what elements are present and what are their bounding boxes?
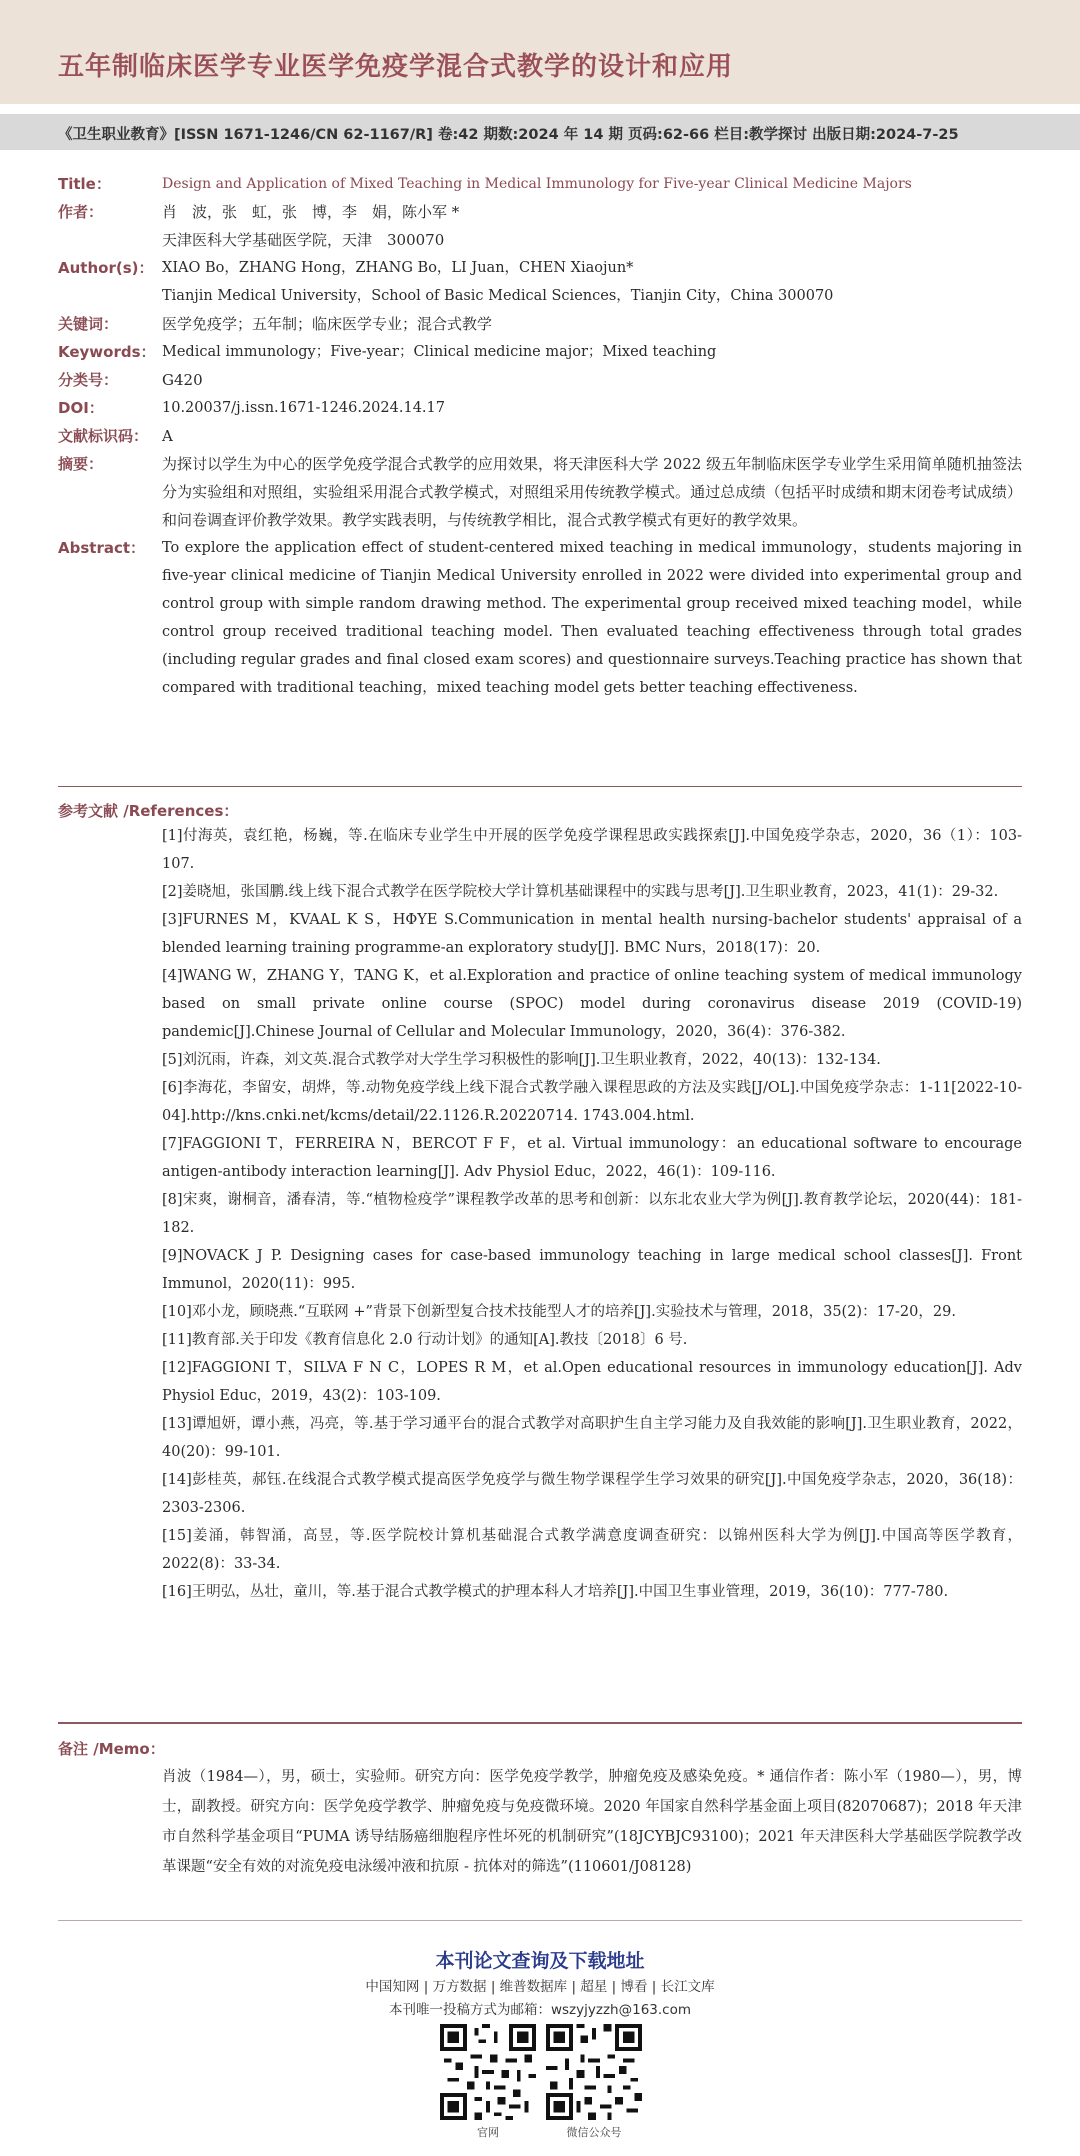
english-title: Design and Application of Mixed Teaching in Medical Immunology for Five-year Clinical Medicine Majors [162,176,912,192]
doc-code-row [58,422,1022,450]
qr-website[interactable] [438,2024,538,2140]
affiliation-en: Tianjin Medical University，School of Basic Medical Sciences，Tianjin City，China 300070 [162,288,834,304]
reference-item: [15]姜涌，韩智涌，高昱，等.医学院校计算机基础混合式教学满意度调查研究：以锦州医科大学为例[J].中国高等医学教育，2022(8)：33-34. [162,1528,1022,1572]
page-title: 五年制临床医学专业医学免疫学混合式教学的设计和应用 [58,52,734,82]
reference-item: [10]邓小龙，顾晓燕.“互联网 +”背景下创新型复合技术技能型人才的培养[J].实验技术与管理，2018，35(2)：17-20，29. [162,1304,956,1320]
reference-item: [11]教育部.关于印发《教育信息化 2.0 行动计划》的通知[A].教技〔2018〕6 号. [162,1332,688,1348]
article-meta [58,170,1022,702]
reference-item: [1]付海英，袁红艳，杨巍，等.在临床专业学生中开展的医学免疫学课程思政实践探索[J].中国免疫学杂志，2020，36（1）：103-107. [162,828,1022,872]
abstract-cn-label: 摘要： [58,455,104,473]
reference-item: [6]李海花，李留安，胡烨，等.动物免疫学线上线下混合式教学融入课程思政的方法及实践[J/OL].中国免疫学杂志：1-11[2022-10-04].http://kns.cnki.net/kcms/detail/22.1126.R.20220714. 1743.004.html. [162,1080,1022,1124]
abstract-cn-row [58,450,1022,534]
qr-wechat-label: 微信公众号 [566,2126,622,2139]
title-row [58,170,1022,198]
qr-wechat[interactable] [544,2024,644,2140]
qr-code-icon [440,2024,536,2120]
keywords-cn: 医学免疫学；五年制；临床医学专业；混合式教学 [162,315,493,333]
qr-code-icon [546,2024,642,2120]
authors-en-row [58,254,1022,282]
reference-item: [16]王明弘，丛壮，童川，等.基于混合式教学模式的护理本科人才培养[J].中国卫生事业管理，2019，36(10)：777-780. [162,1584,949,1600]
class-row [58,366,1022,394]
reference-item: [4]WANG W，ZHANG Y，TANG K，et al.Exploration and practice of online teaching system of medical immunology based on small private online course (SPOC) model during coronavirus disease 2019 (COVID-19) pandemic[J].Chinese Journal of Cellular and Molecular Immunology，2020，36(4)：376-382. [162,968,1022,1040]
divider-references [58,786,1022,787]
keywords-cn-row [58,310,1022,338]
affiliation-en-row [58,282,1022,310]
doi-label: DOI： [58,399,104,417]
reference-item: [14]彭桂英，郝钰.在线混合式教学模式提高医学免疫学与微生物学课程学生学习效果的研究[J].中国免疫学杂志，2020，36(18)：2303-2306. [162,1472,1022,1516]
doc-code-value: A [162,427,173,445]
divider-footer [58,1920,1022,1921]
memo-heading: 备注 /Memo： [58,1740,165,1758]
divider-memo [58,1722,1022,1724]
submission-email: 本刊唯一投稿方式为邮箱：wszyjyzzh@163.com [388,2002,691,2018]
authors-en-label: Author(s)： [58,259,154,277]
affiliation-cn: 天津医科大学基础医学院，天津 300070 [162,231,445,249]
keywords-en-label: Keywords： [58,343,156,361]
reference-item: [13]谭旭妍，谭小燕，冯亮，等.基于学习通平台的混合式教学对高职护生自主学习能力及自我效能的影响[J].卫生职业教育，2022，40(20)：99-101. [162,1416,1022,1460]
class-label: 分类号： [58,371,119,389]
abstract-en-label: Abstract： [58,539,146,557]
reference-item: [12]FAGGIONI T，SILVA F N C，LOPES R M，et al.Open educational resources in immunology education[J]. Adv Physiol Educ，2019，43(2)：103-109. [162,1360,1022,1404]
doi-value: 10.20037/j.issn.1671-1246.2024.14.17 [162,400,445,416]
reference-item: [7]FAGGIONI T，FERREIRA N，BERCOT F F，et al. Virtual immunology：an educational software to encourage antigen-antibody interaction learning[J]. Adv Physiol Educ，2022，46(1)：109-116. [162,1136,1022,1180]
title-label: Title： [58,175,111,193]
doi-row [58,394,1022,422]
affiliation-cn-row [58,226,1022,254]
authors-en: XIAO Bo，ZHANG Hong，ZHANG Bo，LI Juan，CHEN Xiaojun* [162,260,634,276]
references-list [162,822,1022,1606]
reference-item: [2]姜晓旭，张国鹏.线上线下混合式教学在医学院校大学计算机基础课程中的实践与思考[J].卫生职业教育，2023，41(1)：29-32. [162,884,999,900]
keywords-en-row [58,338,1022,366]
reference-item: [3]FURNES M，KVAAL K S，HΦYE S.Communication in mental health nursing-bachelor students' appraisal of a blended learning training programme-an exploratory study[J]. BMC Nurs，2018(17)：20. [162,912,1022,956]
journal-info: 《卫生职业教育》[ISSN 1671-1246/CN 62-1167/R] 卷:42 期数:2024 年 14 期 页码:62-66 栏目:教学探讨 出版日期:2024-7-25 [58,127,959,143]
references-heading: 参考文献 /References： [58,802,239,820]
memo-text: 肖波（1984—），男，硕士，实验师。研究方向：医学免疫学教学，肿瘤免疫及感染免疫。* 通信作者：陈小军（1980—），男，博士，副教授。研究方向：医学免疫学教学、肿瘤免疫与免疫微环境。2020 年国家自然科学基金面上项目(82070687)；2018 年天津市自然科学基金项目“PUMA 诱导结肠癌细胞程序性坏死的机制研究”(18JCYBJC93100)；2021 年天津医科大学基础医学院教学改革课题“安全有效的对流免疫电泳缓冲液和抗原 - 抗体对的筛选”(110601/J08128) [162,1769,1022,1875]
authors-cn-row [58,198,1022,226]
footer-title: 本刊论文查询及下载地址 [435,1950,645,1972]
reference-item: [5]刘沉雨，许森，刘文英.混合式教学对大学生学习积极性的影响[J].卫生职业教育，2022，40(13)：132-134. [162,1052,881,1068]
authors-cn: 肖 波，张 虹，张 博，李 娟，陈小军 * [162,203,460,221]
abstract-en: To explore the application effect of student-centered mixed teaching in medical immunology，students majoring in five-year clinical medicine of Tianjin Medical University enrolled in 2022 were divided into experimental group and control group with simple random drawing method. The experimental group received mixed teaching model，while control group received traditional teaching model. Then evaluated teaching effectiveness through total grades (including regular grades and final closed exam scores) and questionnaire surveys.Teaching practice has shown that compared with traditional teaching，mixed teaching model gets better teaching effectiveness. [162,540,1022,696]
authors-cn-label: 作者： [58,203,104,221]
doc-code-label: 文献标识码： [58,427,149,445]
class-value: G420 [162,371,203,389]
database-links: 中国知网 | 万方数据 | 维普数据库 | 超星 | 博看 | 长江文库 [365,1979,715,1995]
keywords-en: Medical immunology；Five-year；Clinical medicine major；Mixed teaching [162,344,717,360]
qr-website-label: 官网 [477,2126,499,2139]
reference-item: [9]NOVACK J P. Designing cases for case-based immunology teaching in large medical school classes[J]. Front Immunol，2020(11)：995. [162,1248,1022,1292]
abstract-cn: 为探讨以学生为中心的医学免疫学混合式教学的应用效果，将天津医科大学 2022 级五年制临床医学专业学生采用简单随机抽签法分为实验组和对照组，实验组采用混合式教学模式，对照组采用传统教学模式。通过总成绩（包括平时成绩和期末闭卷考试成绩）和问卷调查评价教学效果。教学实践表明，与传统教学相比，混合式教学模式有更好的教学效果。 [162,455,1022,529]
keywords-cn-label: 关键词： [58,315,119,333]
reference-item: [8]宋爽，谢桐音，潘春清，等.“植物检疫学”课程教学改革的思考和创新：以东北农业大学为例[J].教育教学论坛，2020(44)：181-182. [162,1192,1022,1236]
abstract-en-row [58,534,1022,702]
